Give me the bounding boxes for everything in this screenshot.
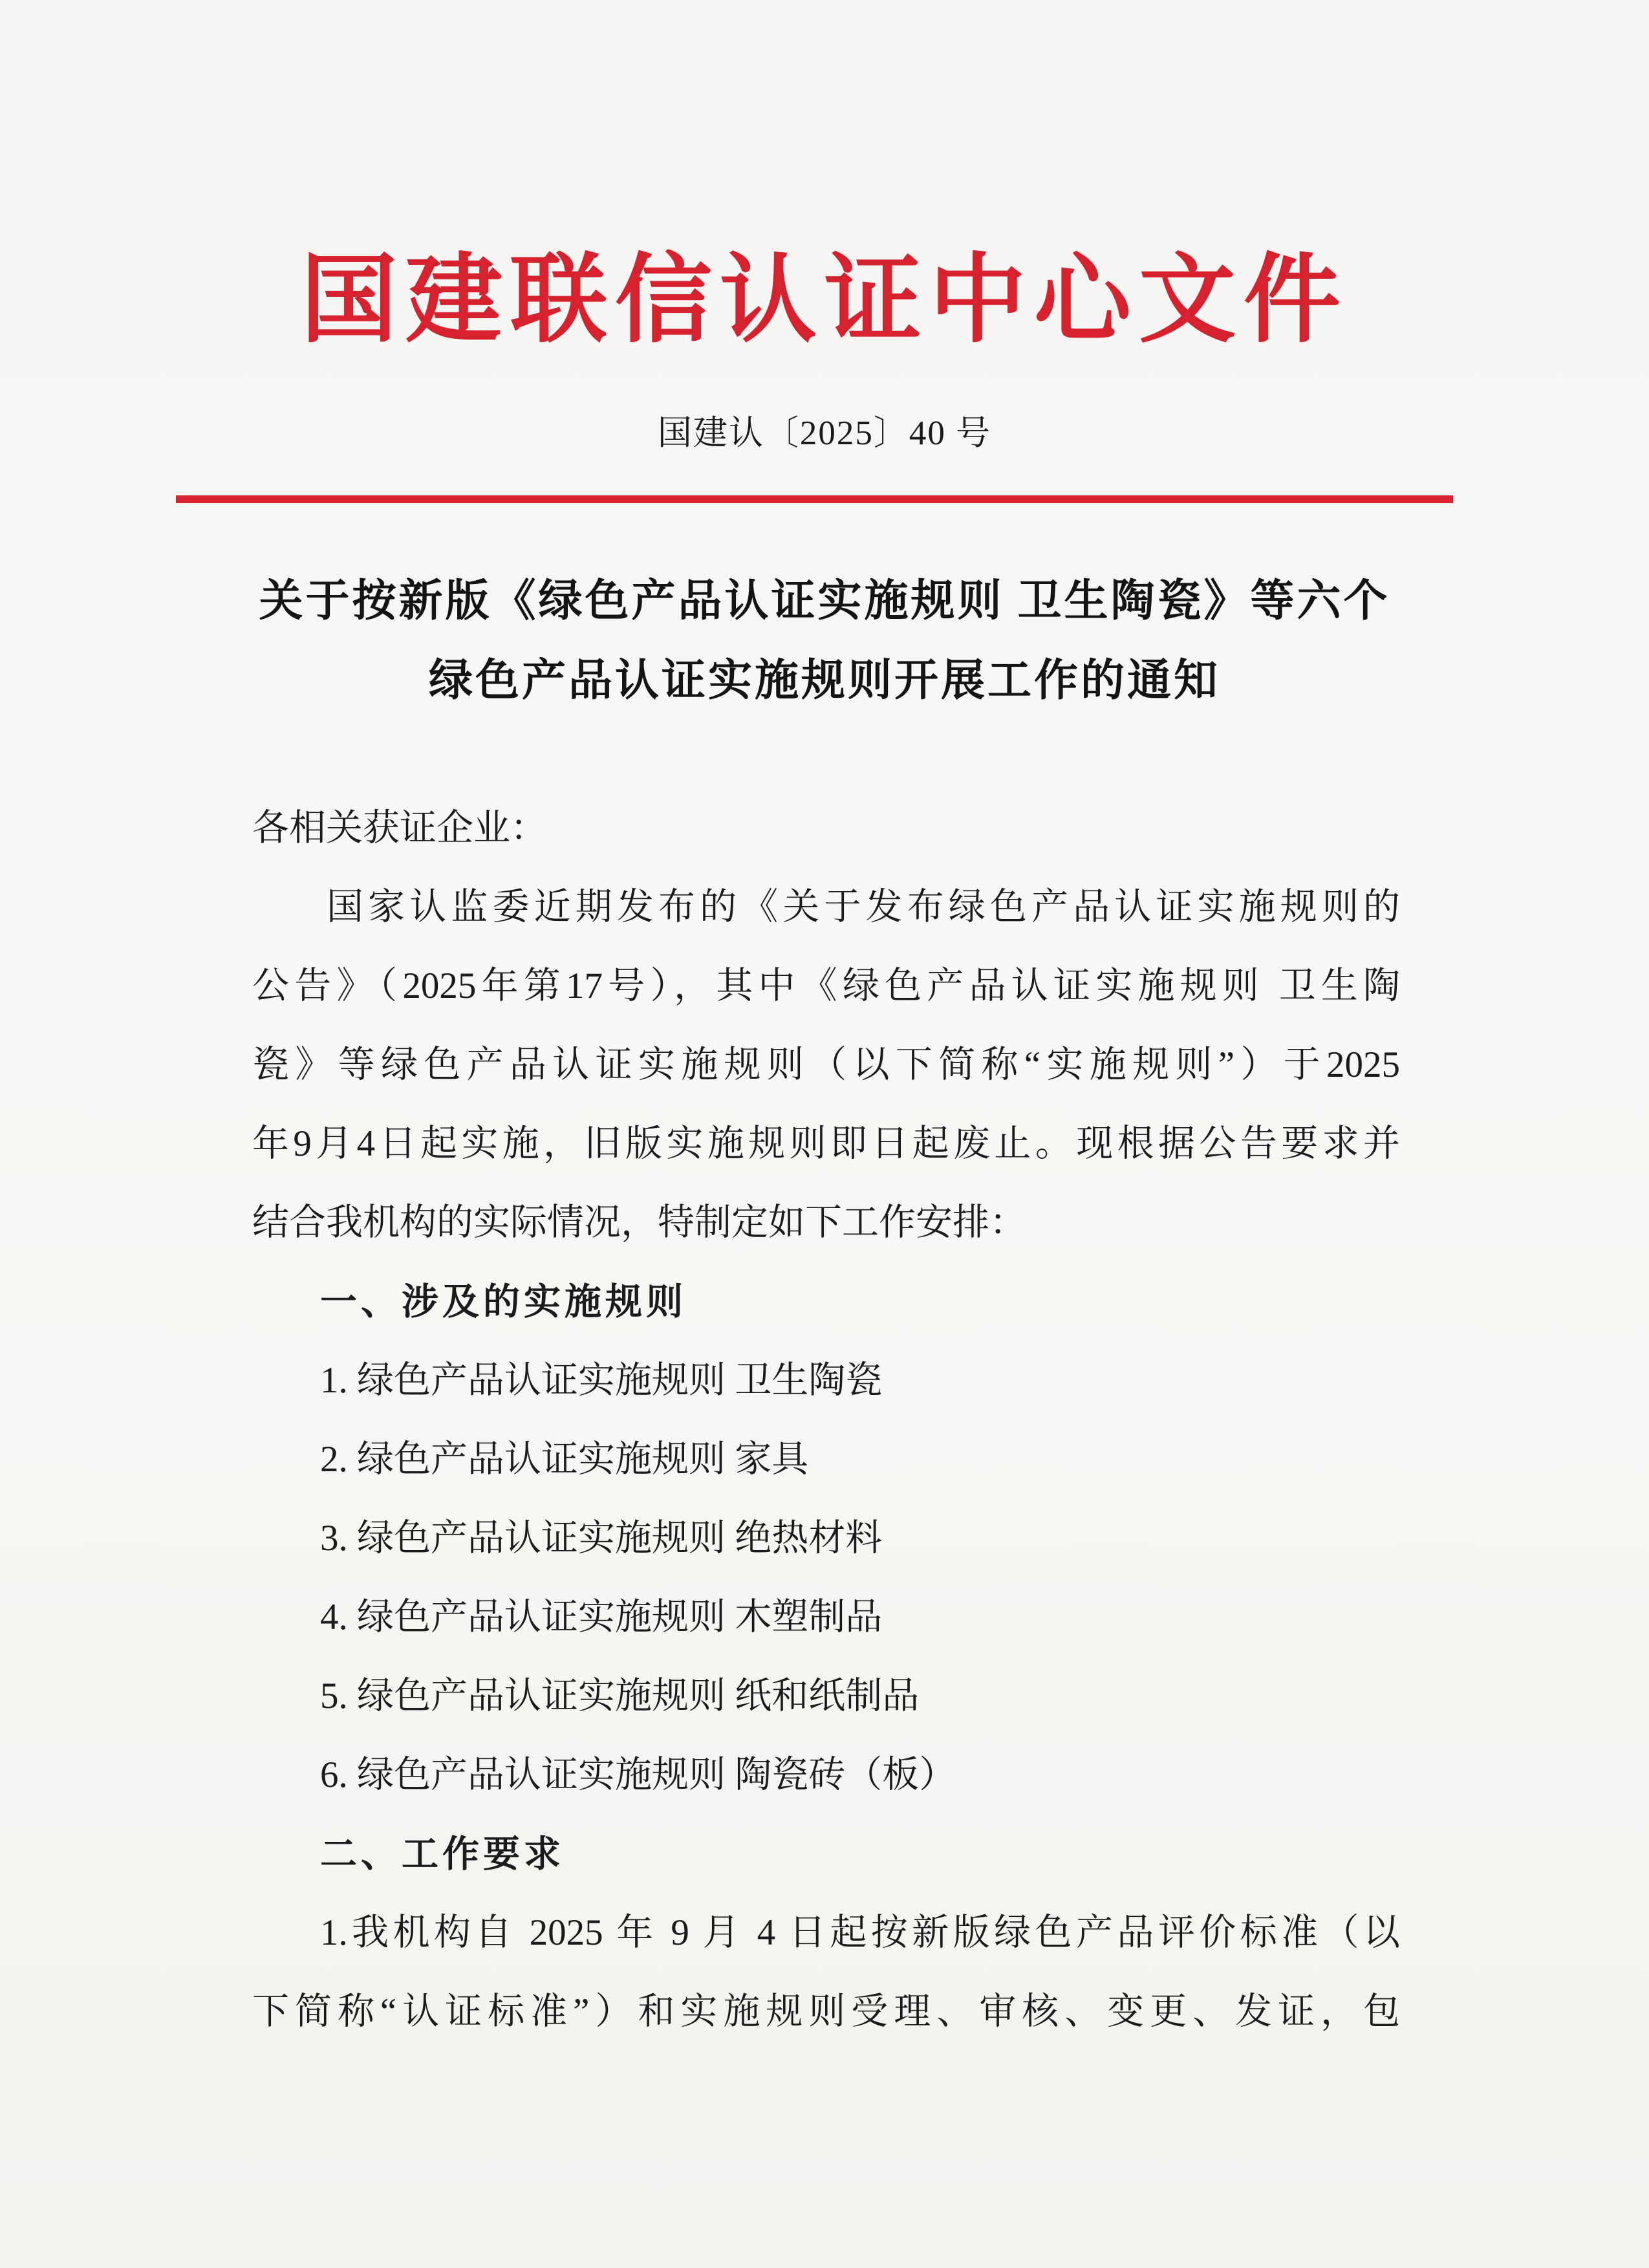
doc-number: 国建认〔2025〕40 号 bbox=[657, 415, 992, 452]
rule-item-4: 4. 绿色产品认证实施规则 木塑制品 bbox=[320, 1597, 883, 1637]
paragraph1-line-3: 瓷》等绿色产品认证实施规则（以下简称“实施规则”）于2025 bbox=[252, 1044, 1400, 1085]
paragraph1-line-1: 国家认监委近期发布的《关于发布绿色产品认证实施规则的 bbox=[327, 887, 1400, 927]
section2-heading: 二、工作要求 bbox=[320, 1833, 565, 1875]
section2-line-1: 1.我机构自 2025 年 9 月 4 日起按新版绿色产品评价标准（以 bbox=[320, 1912, 1400, 1953]
org-title: 国建联信认证中心文件 bbox=[300, 247, 1348, 354]
paragraph1-line-2: 公告》（2025年第17号），其中《绿色产品认证实施规则 卫生陶 bbox=[252, 966, 1400, 1006]
rule-item-3: 3. 绿色产品认证实施规则 绝热材料 bbox=[320, 1518, 883, 1559]
doc-title bbox=[0, 561, 1649, 720]
rule-item-5: 5. 绿色产品认证实施规则 纸和纸制品 bbox=[320, 1676, 920, 1716]
red-divider-line bbox=[176, 495, 1453, 503]
paragraph1-line-5: 结合我机构的实际情况，特制定如下工作安排： bbox=[252, 1202, 1026, 1243]
document-body bbox=[252, 789, 1400, 2051]
rule-item-2: 2. 绿色产品认证实施规则 家具 bbox=[320, 1439, 809, 1480]
rule-item-1: 1. 绿色产品认证实施规则 卫生陶瓷 bbox=[320, 1360, 883, 1401]
salutation-line: 各相关获证企业： bbox=[252, 808, 547, 848]
doc-title-line-1: 关于按新版《绿色产品认证实施规则 卫生陶瓷》等六个 bbox=[259, 576, 1390, 625]
paragraph1-line-4: 年9月4日起实施，旧版实施规则即日起废止。现根据公告要求并 bbox=[252, 1123, 1400, 1164]
section1-heading: 一、涉及的实施规则 bbox=[320, 1281, 687, 1323]
rule-item-6: 6. 绿色产品认证实施规则 陶瓷砖（板） bbox=[320, 1755, 956, 1795]
section2-line-2: 下简称“认证标准”）和实施规则受理、审核、变更、发证，包 bbox=[252, 1991, 1400, 2032]
doc-title-line-2: 绿色产品认证实施规则开展工作的通知 bbox=[428, 656, 1220, 705]
